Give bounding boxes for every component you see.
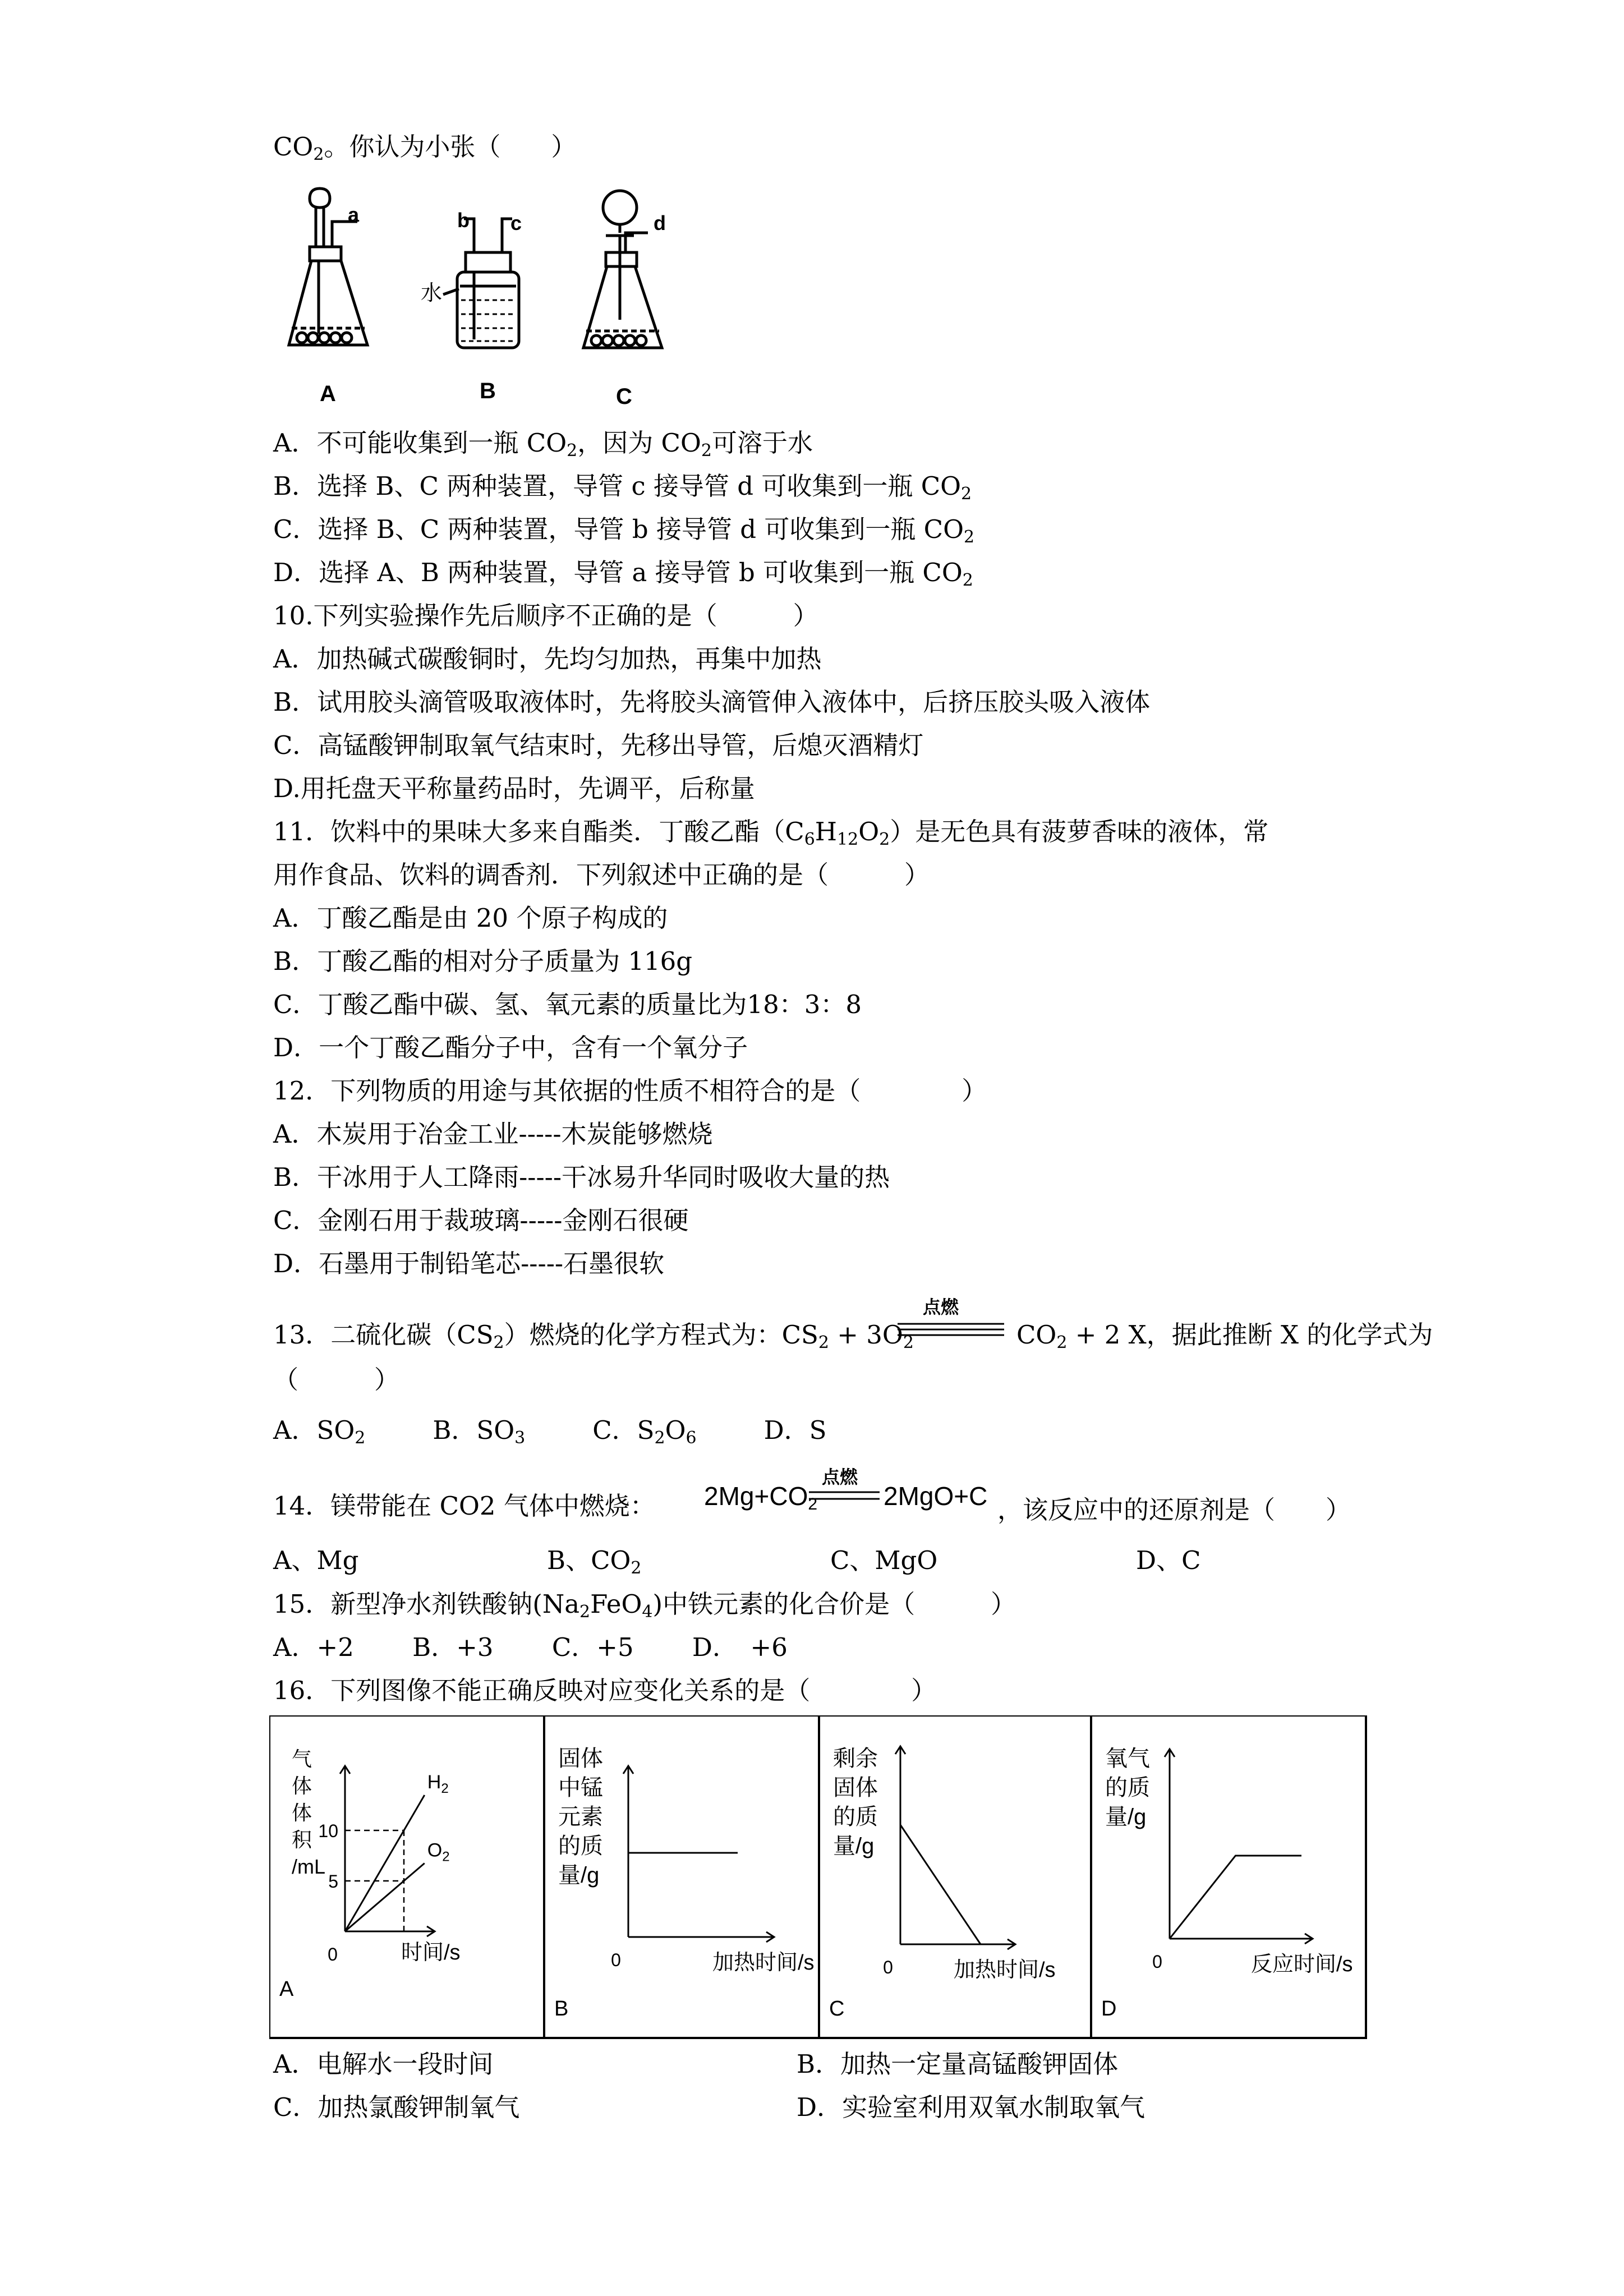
q13-rhs — [1016, 1318, 1433, 1352]
q10-option-c: C．高锰酸钾制取氧气结束时，先移出导管，后熄灭酒精灯 — [273, 730, 924, 760]
chart-c-ylabel-1: 固体 — [833, 1775, 878, 1800]
tube-label-d: d — [654, 211, 666, 234]
chart-a-ylabel-1: 体 — [292, 1774, 312, 1797]
q13-mid1: ）燃烧的化学方程式为：CS — [504, 1320, 818, 1350]
q11-stem-post: ）是无色具有菠萝香味的液体，常 — [890, 817, 1269, 846]
chart-a-panel-label: A — [279, 1977, 294, 2001]
intro-sub: 2 — [313, 145, 324, 164]
q14-option-c: C、MgO — [830, 1545, 938, 1575]
q9-a-sub1: 2 — [567, 441, 578, 461]
q16-outer-frame — [269, 1715, 1366, 2038]
q11-f12: 12 — [837, 830, 859, 849]
chart-a-series-label-o2: $O_2$ — [427, 1839, 450, 1865]
q15-post: )中铁元素的化合价是（ ） — [652, 1589, 1016, 1619]
fig-label-a: A — [320, 381, 336, 406]
q14-b-sub: 2 — [631, 1558, 642, 1578]
chart-b-panel-label: B — [554, 1997, 569, 2021]
q13-pre: 13．二硫化碳（CS — [273, 1320, 494, 1350]
q15-sub2: 2 — [579, 1602, 591, 1622]
q11-f6: 6 — [804, 830, 815, 849]
q15-feo: FeO — [590, 1589, 642, 1619]
chart-b-ylabel-1: 中锰 — [558, 1775, 603, 1800]
q11-stem-line1 — [273, 815, 1268, 849]
water-label: 水 — [421, 282, 443, 305]
chart-a-ylabel-2: 体 — [292, 1801, 312, 1824]
q13-c-o: O — [665, 1415, 686, 1445]
apparatus-figure — [280, 180, 707, 415]
chart-a-series-o2 — [345, 1864, 425, 1932]
q15-options: A．+2 B．+3 C．+5 D． +6 — [273, 1632, 788, 1662]
q9-option-b — [273, 470, 972, 503]
chart-d-ylabel-0: 氧气 — [1105, 1746, 1150, 1771]
fig-label-b: B — [480, 379, 496, 403]
q13-c-sub2: 6 — [686, 1428, 697, 1448]
q15-pre: 15．新型净水剂铁酸钠(Na — [273, 1589, 580, 1619]
q16-desc-d: D．实验室利用双氧水制取氧气 — [797, 2092, 1145, 2122]
q9-b-text: B．选择 B、C 两种装置，导管 c 接导管 d 可收集到一瓶 CO — [273, 471, 961, 501]
q16-chart-panel — [269, 1715, 1369, 2041]
q16-desc-a: A．电解水一段时间 — [273, 2049, 494, 2079]
q11-option-c: C．丁酸乙酯中碳、氢、氧元素的质量比为18：3：8 — [273, 990, 862, 1019]
chart-a-series-label-h2: $H_2$ — [427, 1772, 449, 1796]
q9-a-sub2: 2 — [701, 441, 712, 461]
q14-post: ，该反应中的还原剂是（ ） — [997, 1495, 1351, 1525]
q13-a-sub: 2 — [355, 1428, 366, 1448]
q9-b-sub: 2 — [961, 484, 972, 504]
q13-options — [273, 1414, 826, 1447]
q10-stem: 10.下列实验操作先后顺序不正确的是（ ） — [273, 601, 818, 631]
tube-label-a: a — [348, 203, 360, 226]
chart-b-ylabel-0: 固体 — [558, 1746, 603, 1771]
q12-option-b: B．干冰用于人工降雨-----干冰易升华同时吸收大量的热 — [273, 1162, 890, 1192]
q14-stem: 14．镁带能在 CO2 气体中燃烧： — [273, 1491, 655, 1521]
chart-c-ylabel-2: 的质 — [833, 1805, 878, 1829]
chart-a-ytick-1: 10 — [318, 1821, 338, 1841]
q13-c-sub1: 2 — [654, 1428, 665, 1448]
q9-c-sub: 2 — [964, 527, 975, 547]
q9-a-mid: ，因为 CO — [577, 428, 701, 458]
chart-a-ylabel-4: /mL — [292, 1855, 326, 1878]
q14-lhs-sub: 2 — [808, 1495, 818, 1513]
q16-desc-c: C．加热氯酸钾制氧气 — [273, 2092, 520, 2122]
chart-c-series-line — [900, 1825, 981, 1944]
chart-c-ylabel-0: 剩余 — [833, 1746, 878, 1771]
q10-option-d: D.用托盘天平称量药品时，先调平，后称量 — [273, 774, 755, 803]
q9-c-text: C．选择 B、C 两种装置，导管 b 接导管 d 可收集到一瓶 CO — [273, 514, 964, 544]
q11-option-b: B．丁酸乙酯的相对分子质量为 116g — [273, 946, 693, 976]
q11-fh: H — [815, 817, 838, 846]
tube-label-c: c — [510, 211, 522, 234]
intro-line — [273, 130, 576, 164]
q13-option-d: D．S — [763, 1415, 827, 1445]
chart-d-series-line — [1170, 1856, 1301, 1939]
q13-rhs-sub: 2 — [1056, 1333, 1068, 1352]
q16-stem: 16．下列图像不能正确反映对应变化关系的是（ ） — [273, 1676, 937, 1705]
q11-option-d: D．一个丁酸乙酯分子中，含有一个氧分子 — [273, 1033, 748, 1062]
chart-a-xlabel: 时间/s — [401, 1941, 461, 1964]
chart-d-origin-label: 0 — [1152, 1952, 1162, 1972]
q14-lhs — [704, 1481, 817, 1511]
q13-option-c: C．S — [592, 1415, 655, 1445]
q14-option-d: D、C — [1136, 1545, 1201, 1575]
chart-a-origin-label: 0 — [328, 1944, 338, 1964]
q13-mid2: + 3O — [829, 1320, 903, 1350]
q13-b-sub: 3 — [514, 1428, 526, 1448]
q9-d-text: D．选择 A、B 两种装置，导管 a 接导管 b 可收集到一瓶 CO — [273, 558, 963, 587]
chart-a-ytick-0: 5 — [328, 1871, 338, 1892]
q14-b-text: B、CO — [547, 1545, 631, 1575]
chart-d-panel-label: D — [1101, 1997, 1117, 2021]
chart-b-ylabel-3: 的质 — [558, 1834, 603, 1858]
chart-a-ylabel-0: 气 — [292, 1747, 312, 1770]
q13-rhs-post: + 2 X，据此推断 X 的化学式为 — [1067, 1320, 1433, 1350]
intro-text: 。你认为小张（ ） — [324, 132, 577, 162]
chart-c-xlabel: 加热时间/s — [954, 1958, 1056, 1982]
chart-b-ylabel-2: 元素 — [558, 1805, 603, 1829]
chart-c-panel-label: C — [829, 1997, 845, 2021]
q11-stem-line2: 用作食品、饮料的调香剂．下列叙述中正确的是（ ） — [273, 860, 930, 890]
chart-a-ylabel-3: 积 — [292, 1828, 312, 1851]
q11-stem-pre: 11．饮料中的果味大多来自酯类．丁酸乙酯（C — [273, 817, 804, 846]
q9-d-sub: 2 — [962, 570, 973, 590]
chart-d-xlabel: 反应时间/s — [1251, 1953, 1353, 1976]
q15-stem — [273, 1588, 1016, 1621]
q12-option-d: D．石墨用于制铅笔芯-----石墨很软 — [273, 1249, 665, 1278]
q11-fo: O — [858, 817, 880, 846]
q13-option-b: B．SO — [433, 1415, 515, 1445]
q10-option-b: B．试用胶头滴管吸取液体时，先将胶头滴管伸入液体中，后挤压胶头吸入液体 — [273, 687, 1151, 717]
q13-stem — [273, 1318, 914, 1352]
q13-equal-sign — [895, 1318, 1007, 1341]
q15-sub4: 4 — [642, 1602, 653, 1622]
chart-b-ylabel-4: 量/g — [558, 1863, 600, 1888]
chart-d-ylabel-2: 量/g — [1105, 1805, 1147, 1829]
q12-stem: 12．下列物质的用途与其依据的性质不相符合的是（ ） — [273, 1076, 987, 1106]
q13-sub3: 2 — [903, 1333, 914, 1352]
q11-option-a: A．丁酸乙酯是由 20 个原子构成的 — [273, 903, 668, 933]
intro-co: CO — [273, 132, 314, 162]
chart-b-xlabel: 加热时间/s — [712, 1951, 815, 1975]
q9-a-pre: A．不可能收集到一瓶 CO — [273, 428, 567, 458]
tube-label-b: b — [457, 209, 470, 232]
q13-sub1: 2 — [493, 1333, 504, 1352]
q9-option-d — [273, 556, 973, 590]
q16-desc-b: B．加热一定量高锰酸钾固体 — [797, 2049, 1119, 2079]
fig-label-c: C — [616, 384, 632, 409]
q9-option-c — [273, 513, 974, 546]
q12-option-c: C．金刚石用于裁玻璃-----金刚石很硬 — [273, 1205, 689, 1235]
q13-rhs-co: CO — [1016, 1320, 1057, 1350]
q9-option-a — [273, 426, 813, 460]
chart-c-origin-label: 0 — [883, 1957, 893, 1977]
q14-option-a: A、Mg — [273, 1545, 359, 1575]
q13-condition: 点燃 — [923, 1296, 959, 1318]
chart-c-ylabel-3: 量/g — [833, 1834, 875, 1858]
q14-rhs: 2MgO+C — [884, 1481, 988, 1511]
q12-option-a: A．木炭用于冶金工业-----木炭能够燃烧 — [273, 1119, 713, 1149]
q13-sub2: 2 — [818, 1333, 829, 1352]
chart-a-series-h2 — [345, 1795, 425, 1931]
q13-option-a: A．SO — [273, 1415, 355, 1445]
q10-option-a: A．加热碱式碳酸铜时，先均匀加热，再集中加热 — [273, 644, 822, 674]
chart-b-origin-label: 0 — [611, 1950, 621, 1970]
q13-paren: （ ） — [273, 1365, 400, 1395]
q11-f2: 2 — [879, 830, 890, 849]
q14-lhs-text: 2Mg+CO — [704, 1481, 808, 1511]
q14-option-b — [547, 1544, 642, 1577]
chart-d-ylabel-1: 的质 — [1105, 1775, 1150, 1800]
q14-equal-sign — [808, 1488, 881, 1504]
q9-a-post: 可溶于水 — [711, 428, 813, 458]
q14-condition: 点燃 — [822, 1466, 858, 1488]
